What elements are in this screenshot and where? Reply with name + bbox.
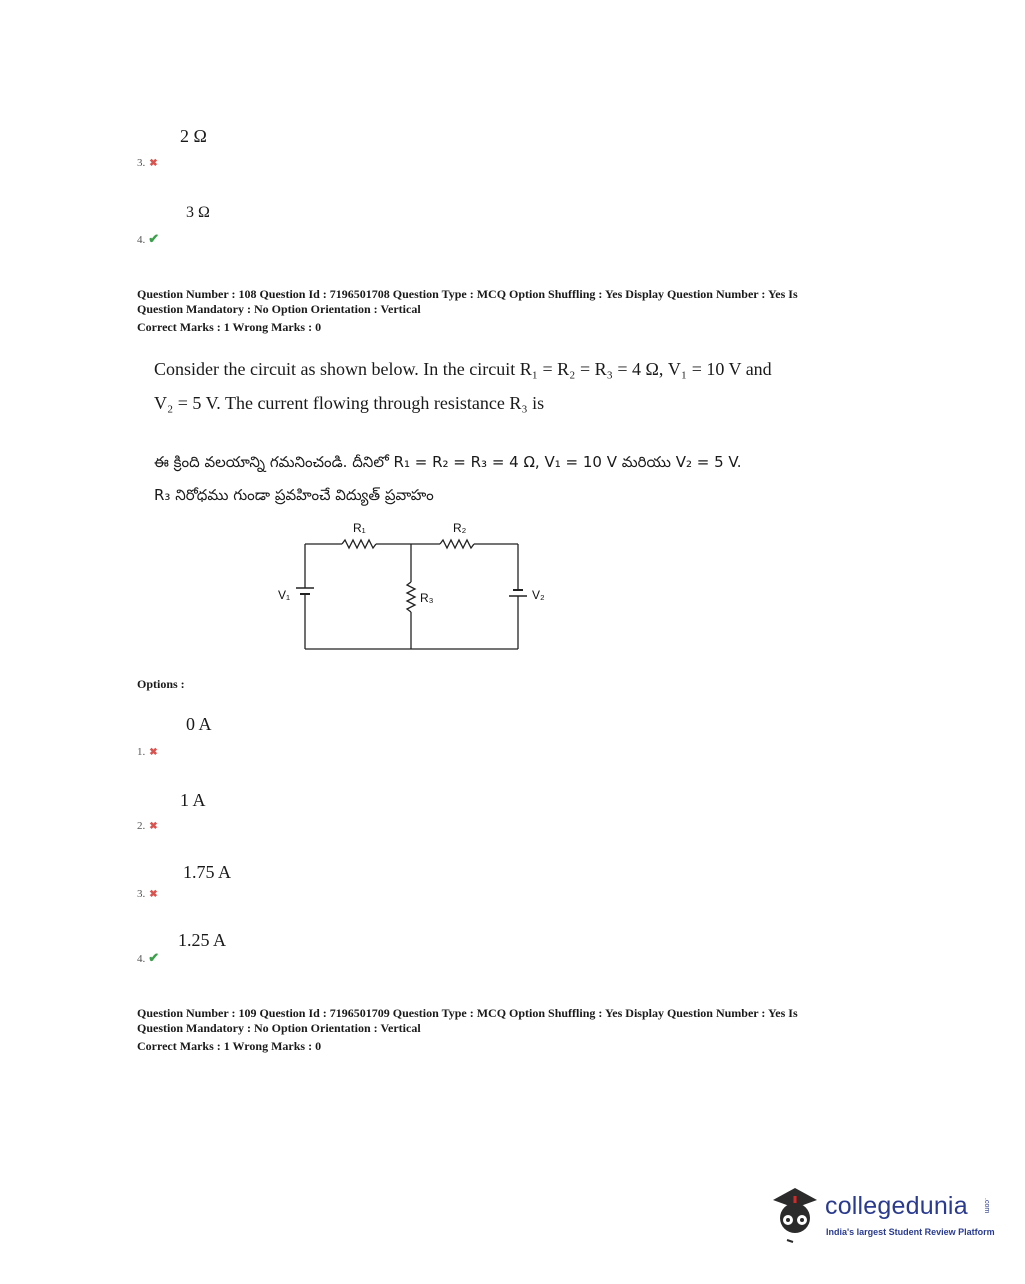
option-1-value: 0 A (186, 714, 212, 734)
wrong-mark-icon: ✖ (149, 158, 158, 169)
option-3-value: 1.75 A (183, 862, 232, 882)
logo-com: .com (983, 1198, 990, 1214)
option-number: 3. (137, 157, 146, 169)
q108-english-line2: V₂ = 5 V. The current flowing through resistance R₃ is (154, 393, 545, 413)
r2-resistor (440, 540, 474, 548)
option-1-label (137, 742, 158, 760)
options-label: Options : (137, 677, 185, 691)
q108-telugu-text (154, 446, 854, 512)
q108-telugu-line2: R₃ నిరోధము గుండా ప్రవహించే విద్యుత్ ప్రవాహం (154, 486, 434, 504)
mascot-icon (765, 1178, 823, 1244)
q108-meta-line1: Question Number : 108 Question Id : 7196501708 Question Type : MCQ Option Shuffling : Yes Display Question Number : Yes Is (137, 287, 798, 301)
v1-label: V₁ (278, 588, 291, 602)
r1-resistor (342, 540, 376, 548)
option-number: 4. (137, 234, 146, 246)
option-2-value: 1 A (180, 790, 206, 810)
correct-mark-icon: ✔ (148, 950, 160, 965)
q108-telugu-line1: ఈ క్రింది వలయాన్ని గమనించండి. దీనిలో R₁ = R₂ = R₃ = 4 Ω, V₁ = 10 V మరియు V₂ = 5 V. (154, 453, 742, 471)
prev-option-3-label (137, 153, 158, 171)
prev-option-3-value: 2 Ω (180, 126, 207, 146)
wrong-mark-icon: ✖ (149, 747, 158, 758)
circuit-diagram (270, 512, 570, 662)
option-4-label (137, 949, 159, 967)
correct-mark-icon: ✔ (148, 231, 160, 246)
prev-option-4-label (137, 230, 159, 248)
option-2-label (137, 816, 158, 834)
q108-meta (137, 287, 877, 335)
wrong-mark-icon: ✖ (149, 889, 158, 900)
r3-label: R₃ (420, 591, 434, 605)
q108-meta-line2: Question Mandatory : No Option Orientation : Vertical (137, 302, 421, 316)
q108-english-text (154, 352, 844, 420)
logo-tagline: India's largest Student Review Platform (826, 1227, 995, 1237)
wrong-mark-icon: ✖ (149, 821, 158, 832)
option-4-value: 1.25 A (178, 930, 227, 950)
v2-label: V₂ (532, 588, 545, 602)
option-number: 1. (137, 746, 146, 758)
q109-meta-line3: Correct Marks : 1 Wrong Marks : 0 (137, 1039, 322, 1053)
option-number: 3. (137, 888, 146, 900)
logo-name: collegedunia (825, 1192, 968, 1220)
q109-meta (137, 1006, 877, 1054)
r1-label: R₁ (353, 521, 366, 535)
q108-meta-line3: Correct Marks : 1 Wrong Marks : 0 (137, 320, 322, 334)
option-number: 4. (137, 953, 146, 965)
collegedunia-logo[interactable] (765, 1176, 995, 1246)
q109-meta-line1: Question Number : 109 Question Id : 7196501709 Question Type : MCQ Option Shuffling : Yes Display Question Number : Yes Is (137, 1006, 798, 1020)
r2-label: R₂ (453, 521, 467, 535)
option-number: 2. (137, 820, 146, 832)
q109-meta-line2: Question Mandatory : No Option Orientation : Vertical (137, 1021, 421, 1035)
q108-english-line1: Consider the circuit as shown below. In the circuit R₁ = R₂ = R₃ = 4 Ω, V₁ = 10 V and (154, 359, 772, 379)
r3-resistor (407, 582, 415, 612)
prev-option-4-value: 3 Ω (186, 204, 210, 221)
option-3-label (137, 884, 158, 902)
